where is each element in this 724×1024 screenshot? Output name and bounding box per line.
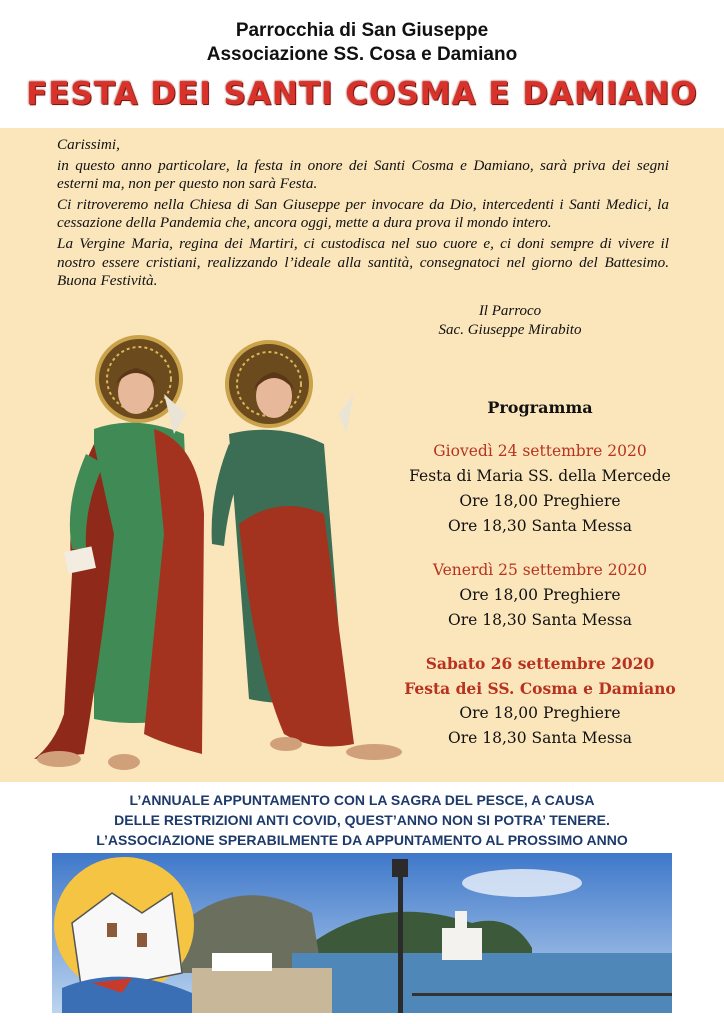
- pastor-letter: [57, 136, 669, 293]
- day1-prayers: Ore 18,00 Preghiere: [459, 492, 621, 510]
- day1-mass: Ore 18,30 Santa Messa: [448, 517, 632, 535]
- day3-date: Sabato 26 settembre 2020: [425, 654, 655, 673]
- harbor-photo: [52, 853, 672, 1013]
- day2-date: Venerdì 25 settembre 2020: [432, 561, 648, 579]
- notice-line-2: DELLE RESTRIZIONI ANTI COVID, QUEST’ANNO NON SI POTRA’ TENERE.: [114, 812, 610, 828]
- day3-event: Festa dei SS. Cosma e Damiano: [404, 679, 676, 698]
- notice-line-1: L’ANNUALE APPUNTAMENTO CON LA SAGRA DEL PESCE, A CAUSA: [129, 792, 595, 808]
- signature: [400, 302, 620, 340]
- day3-prayers: Ore 18,00 Preghiere: [459, 704, 621, 722]
- association-name: Associazione SS. Cosa e Damiano: [206, 44, 518, 65]
- day1-event: Festa di Maria SS. della Mercede: [409, 467, 671, 485]
- letter-paragraph-2: Ci ritroveremo nella Chiesa di San Giuseppe per invocare da Dio, intercedenti i Santi Medici, la cessazione della Pandemia che, ancora oggi, mette a dura prova il mondo intero.: [57, 195, 669, 232]
- festival-title: FESTA DEI SANTI COSMA E DAMIANO: [26, 76, 698, 112]
- letter-paragraph-1: in questo anno particolare, la festa in onore dei Santi Cosma e Damiano, sarà priva dei segni esterni ma, non per questo non sarà Festa.: [57, 156, 669, 193]
- letter-greeting: Carissimi,: [57, 136, 120, 153]
- letter-paragraph-3: La Vergine Maria, regina dei Martiri, ci custodisca nel suo cuore e, ci doni sempre di vivere il nostro essere cristiani, realizzando l’ideale alla santità, consegnatoci nel giorno del Battesimo. Buona Festività.: [57, 234, 669, 290]
- day2-mass: Ore 18,30 Santa Messa: [448, 611, 632, 629]
- day1-date: Giovedì 24 settembre 2020: [433, 442, 647, 460]
- fish-festival-notice: [0, 790, 724, 850]
- header: [0, 0, 724, 128]
- program-title: Programma: [487, 398, 593, 417]
- day3-mass: Ore 18,30 Santa Messa: [448, 729, 632, 747]
- notice-line-3: L’ASSOCIAZIONE SPERABILMENTE DA APPUNTAMENTO AL PROSSIMO ANNO: [96, 832, 628, 848]
- signature-name: Sac. Giuseppe Mirabito: [438, 322, 582, 338]
- day2-prayers: Ore 18,00 Preghiere: [459, 586, 621, 604]
- saints-statues-image: [24, 334, 414, 774]
- signature-role: Il Parroco: [478, 303, 542, 319]
- parish-name: Parrocchia di San Giuseppe: [235, 20, 489, 41]
